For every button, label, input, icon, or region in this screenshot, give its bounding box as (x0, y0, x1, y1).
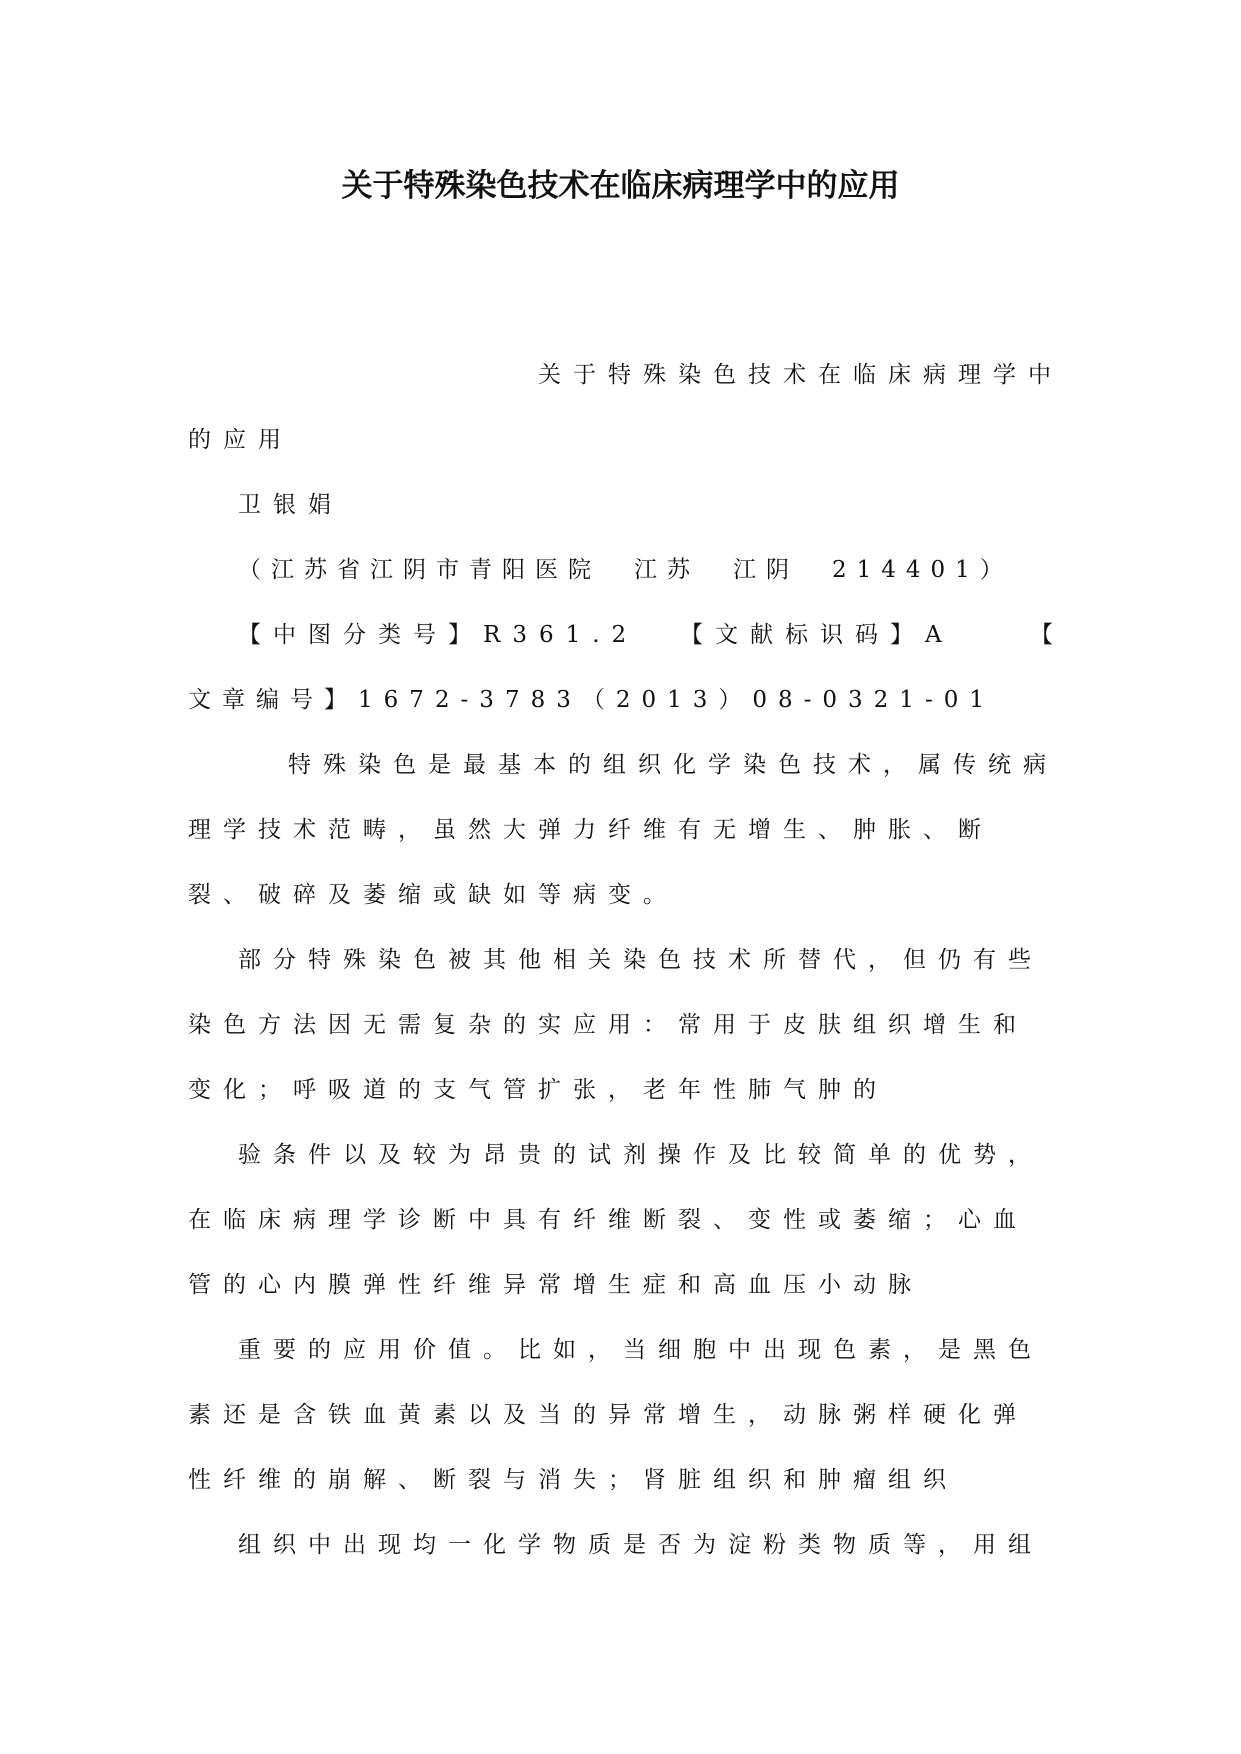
paragraph-line: 性纤维的崩解、断裂与消失；肾脏组织和肿瘤组织 (188, 1467, 958, 1493)
article-number-bracket: 【 (1030, 622, 1065, 648)
author-name: 卫银娟 (238, 492, 343, 518)
paragraph-line: 裂、破碎及萎缩或缺如等病变。 (188, 882, 678, 908)
paragraph-line: 验条件以及较为昂贵的试剂操作及比较简单的优势， (238, 1142, 1043, 1168)
paragraph-line: 重要的应用价值。比如，当细胞中出现色素，是黑色 (238, 1337, 1043, 1363)
paragraph-line: 素还是含铁血黄素以及当的异常增生，动脉粥样硬化弹 (188, 1402, 1028, 1428)
paragraph-line: 染色方法因无需复杂的实应用：常用于皮肤组织增生和 (188, 1012, 1028, 1038)
document-title: 关于特殊染色技术在临床病理学中的应用 (341, 168, 900, 204)
paragraph-line: 理学技术范畴，虽然大弹力纤维有无增生、肿胀、断 (188, 817, 993, 843)
article-number: 文章编号】1672-3783（2013）08-0321-01 (188, 687, 995, 713)
author-affiliation: （江苏省江阴市青阳医院 江苏 江阴 214401） (238, 557, 1013, 583)
paragraph-line: 管的心内膜弹性纤维异常增生症和高血压小动脉 (188, 1272, 923, 1298)
paragraph-line: 在临床病理学诊断中具有纤维断裂、变性或萎缩；心血 (188, 1207, 1028, 1233)
subtitle-line-1: 关于特殊染色技术在临床病理学中 (538, 362, 1063, 388)
clc-number: 【中图分类号】R361.2 (238, 622, 639, 648)
document-code: 【文献标识码】A (680, 622, 954, 648)
paragraph-line: 部分特殊染色被其他相关染色技术所替代，但仍有些 (238, 947, 1043, 973)
paragraph-line: 特殊染色是最基本的组织化学染色技术，属传统病 (288, 752, 1058, 778)
paragraph-line: 变化；呼吸道的支气管扩张，老年性肺气肿的 (188, 1077, 888, 1103)
paragraph-line: 组织中出现均一化学物质是否为淀粉类物质等，用组 (238, 1532, 1043, 1558)
subtitle-line-2: 的应用 (188, 427, 293, 453)
